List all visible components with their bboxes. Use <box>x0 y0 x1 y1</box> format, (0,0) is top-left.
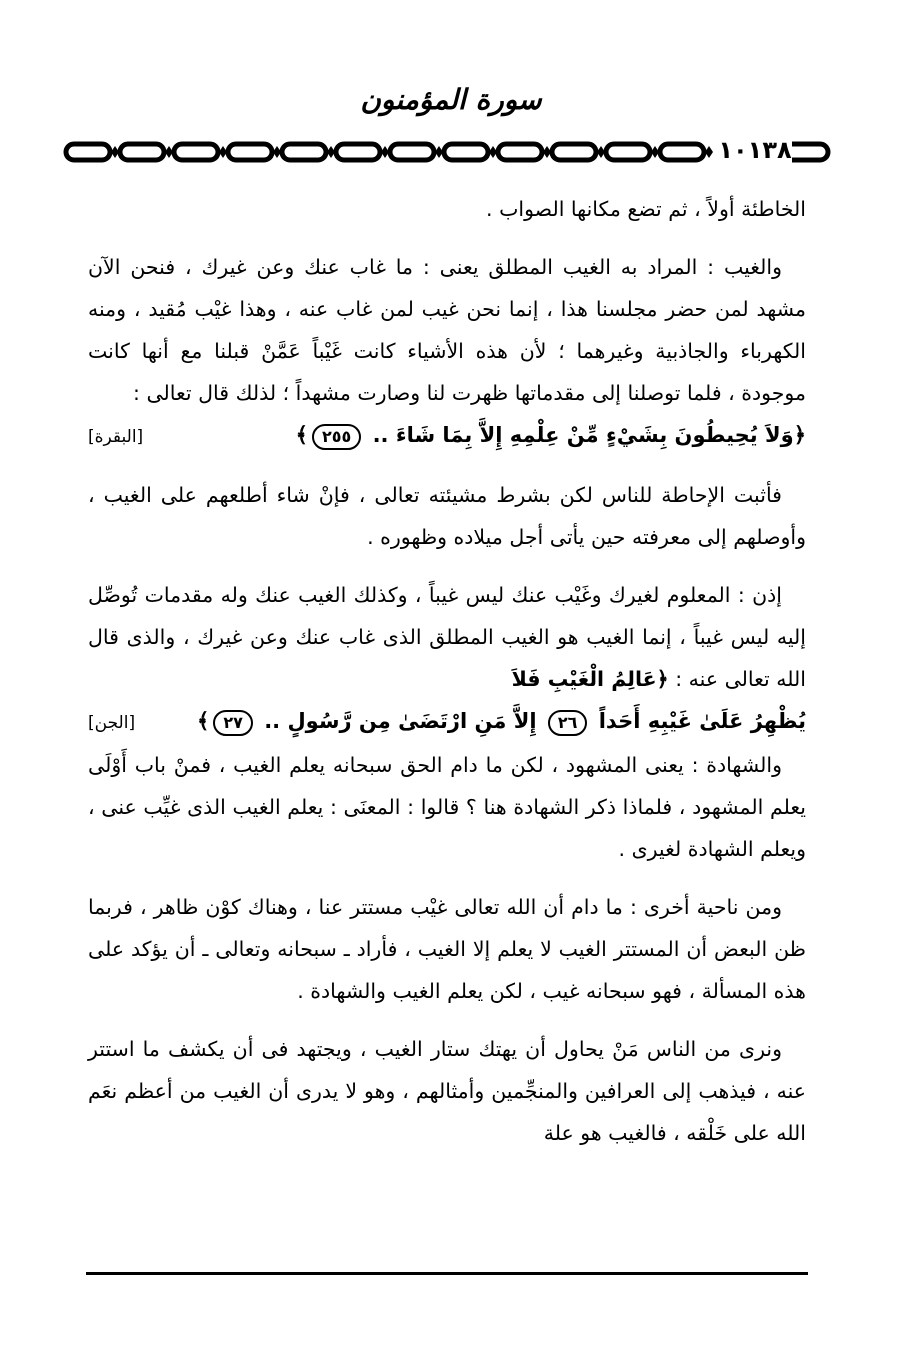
verse-close-bracket: ﴾ <box>197 709 210 733</box>
verse-close-bracket: ﴾ <box>295 423 308 447</box>
ornamental-header-rule <box>62 132 832 172</box>
quran-verse-jinn <box>88 700 806 744</box>
verse-text <box>197 700 806 742</box>
surah-reference: [الجن] <box>88 713 136 733</box>
verse-part-1: يُظْهِرُ عَلَىٰ غَيْبِهِ أَحَداً <box>598 709 806 733</box>
paragraph-1: الخاطئة أولاً ، ثم تضع مكانها الصواب . <box>486 197 806 221</box>
paragraph-6: ومن ناحية أخرى : ما دام أن الله تعالى غيْب مستتر عنا ، وهناك كوْن ظاهر ، فربما ظن البعض أن المستتر الغيب لا يعلم إلا الغيب ، فأراد ـ سبحانه وتعالى ـ أن يؤكد على هذه المسألة ، فهو سبحانه غيب ، لكن يعلم الغيب والشهادة . <box>88 895 806 1003</box>
ayah-number: ٢٥٥ <box>312 424 361 450</box>
paragraph-5: والشهادة : يعنى المشهود ، لكن ما دام الحق سبحانه يعلم الغيب ، فمنْ باب أَوْلَى يعلم المشهود ، فلماذا ذكر الشهادة هنا ؟ قالوا : المعنَى : يعلم الغيب الذى غيِّب عنى ، ويعلم الشهادة لغيرى . <box>88 753 806 861</box>
verse-part-2: إِلاَّ مَنِ ارْتَضَىٰ مِن رَّسُولٍ .. <box>264 709 537 733</box>
surah-title: سورة المؤمنون <box>360 83 542 116</box>
surah-reference: [البقرة] <box>88 427 144 447</box>
paragraph-4-text: إذن : المعلوم لغيرك وغَيْب عنك ليس غيباً ، وكذلك الغيب عنك وله مقدمات تُوصِّل إليه ليس غيباً ، إنما الغيب هو الغيب المطلق الذى غاب عنك وعن غيرك ، والذى قال الله تعالى عنه : <box>88 583 806 691</box>
paragraph-3: فأثبت الإحاطة للناس لكن بشرط مشيئته تعالى ، فإنْ شاء أطلعهم على الغيب ، وأوصلهم إلى معرفته حين يأتى أجل ميلاده وظهوره . <box>88 483 806 549</box>
ayah-number: ٢٧ <box>213 710 253 736</box>
footer-rule <box>86 1272 808 1275</box>
page-number: ١٠١٣٨ <box>718 130 792 170</box>
verse-start: ﴿عَالِمُ الْغَيْبِ فَلاَ <box>511 667 669 691</box>
body-text <box>88 188 806 1154</box>
verse-words: وَلاَ يُحِيطُونَ بِشَيْءٍ مِّنْ عِلْمِهِ إِلاَّ بِمَا شَاءَ .. <box>372 423 794 447</box>
paragraph-2: والغيب : المراد به الغيب المطلق يعنى : ما غاب عنك وعن غيرك ، فنحن الآن مشهد لمن حضر مجلسنا هذا ، إنما نحن غيب لمن غاب عنه ، وهذا غيْب مُقيد ، ومنه الكهرباء والجاذبية وغيرهما ؛ لأن هذه الأشياء كانت غَيْباً عَمَّنْ قبلنا مع أنها كانت موجودة ، فلما توصلنا إلى مقدماتها ظهرت لنا وصارت مشهداً ؛ لذلك قال تعالى : <box>88 255 806 405</box>
ayah-number: ٢٦ <box>548 710 588 736</box>
paragraph-7: ونرى من الناس مَنْ يحاول أن يهتك ستار الغيب ، ويجتهد فى أن يكشف ما استتر عنه ، فيذهب إلى العرافين والمنجِّمين وأمثالهم ، وهو لا يدرى أن الغيب من أعظم نعَم الله على خَلْقه ، فالغيب هو علة <box>88 1037 806 1145</box>
quran-verse-baqarah <box>88 414 806 458</box>
verse-open-bracket: ﴿ <box>793 423 806 447</box>
paragraph-4 <box>88 574 806 700</box>
verse-text <box>296 414 806 456</box>
